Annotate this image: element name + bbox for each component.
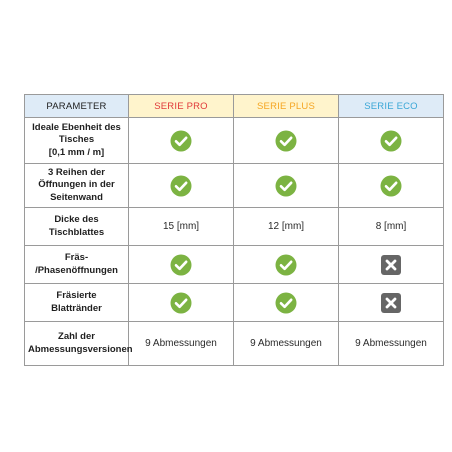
- cell-pro: [129, 118, 234, 164]
- cell-plus: [234, 164, 339, 208]
- table-row: [25, 284, 444, 322]
- header-parameter: PARAMETER: [25, 95, 129, 118]
- check-icon: [275, 292, 297, 314]
- check-icon: [275, 175, 297, 197]
- cell-eco: [339, 246, 444, 284]
- header-serie-eco: SERIE ECO: [339, 95, 444, 118]
- cross-icon: [380, 292, 402, 314]
- cell-value: 12 [mm]: [267, 221, 305, 232]
- cell-pro: [129, 164, 234, 208]
- cell-eco: [339, 322, 444, 366]
- check-icon: [380, 175, 402, 197]
- cell-eco: [339, 164, 444, 208]
- parameter-label-line: Blattränder: [51, 302, 102, 314]
- parameter-label-line: /Phasenöffnungen: [35, 264, 118, 276]
- cross-icon: [380, 254, 402, 276]
- cell-value: 15 [mm]: [162, 221, 200, 232]
- cell-plus: [234, 322, 339, 366]
- cell-eco: [339, 208, 444, 246]
- table-row: [25, 322, 444, 366]
- parameter-label: [25, 246, 129, 284]
- cell-plus: [234, 246, 339, 284]
- cell-eco: [339, 284, 444, 322]
- cell-value: 9 Abmessungen: [145, 338, 217, 349]
- cell-plus: [234, 284, 339, 322]
- cell-plus: [234, 118, 339, 164]
- check-icon: [275, 254, 297, 276]
- table-row: [25, 164, 444, 208]
- cell-value: 8 [mm]: [375, 221, 407, 232]
- cell-pro: [129, 208, 234, 246]
- cell-pro: [129, 246, 234, 284]
- check-icon: [170, 175, 192, 197]
- parameter-label: [25, 284, 129, 322]
- cell-pro: [129, 284, 234, 322]
- parameter-label-line: [0,1 mm / m]: [48, 146, 105, 158]
- header-serie-plus: SERIE PLUS: [234, 95, 339, 118]
- parameter-label: [25, 208, 129, 246]
- cell-value: 9 Abmessungen: [250, 338, 322, 349]
- check-icon: [275, 130, 297, 152]
- header-row: [25, 95, 444, 118]
- parameter-label-line: Zahl der: [58, 331, 95, 342]
- comparison-table: [24, 94, 444, 366]
- parameter-label: [25, 164, 129, 208]
- parameter-label-line: Öffnungen in der: [38, 179, 115, 191]
- check-icon: [170, 292, 192, 314]
- cell-eco: [339, 118, 444, 164]
- parameter-label-line: Abmessungsversionen: [28, 343, 133, 355]
- check-icon: [170, 254, 192, 276]
- cell-pro: [129, 322, 234, 366]
- parameter-label-line: 3 Reihen der: [47, 166, 106, 178]
- parameter-label-line: Ideale Ebenheit des: [32, 121, 121, 133]
- cell-value: 9 Abmessungen: [355, 338, 427, 349]
- comparison-table-container: [24, 94, 443, 366]
- table-row: [25, 246, 444, 284]
- table-row: [25, 208, 444, 246]
- parameter-label: [25, 118, 129, 164]
- parameter-label-line: Tisches: [58, 134, 95, 146]
- check-icon: [170, 130, 192, 152]
- check-icon: [380, 130, 402, 152]
- parameter-label: [25, 322, 133, 366]
- header-serie-pro: SERIE PRO: [129, 95, 234, 118]
- parameter-label-line: Fräsierte: [56, 290, 97, 301]
- parameter-label-line: Fräs-: [64, 252, 89, 263]
- table-row: [25, 118, 444, 164]
- parameter-label-line: Dicke des: [54, 214, 99, 225]
- parameter-label-line: Tischblattes: [48, 226, 105, 238]
- cell-plus: [234, 208, 339, 246]
- parameter-label-line: Seitenwand: [50, 191, 103, 203]
